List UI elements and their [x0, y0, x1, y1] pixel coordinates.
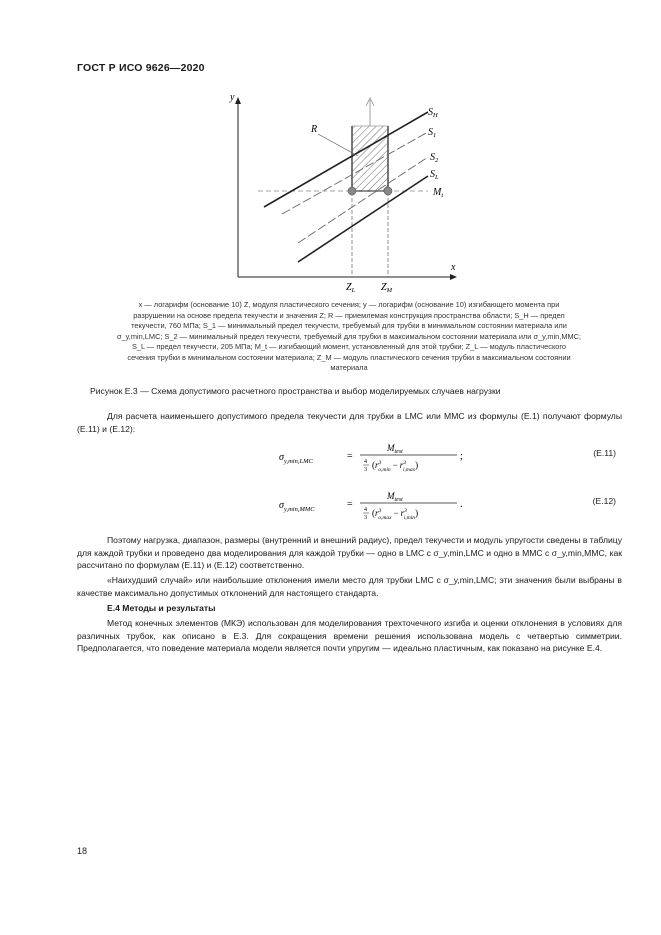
- formula-e11-body: [277, 440, 477, 474]
- marker-zm: [384, 187, 392, 195]
- paragraph: «Наихудший случай» или наибольшие отклонения имели место для трубки LMC с σ_y,min,LMC; эти значения были выбраны в качестве максимально допустимых отклонений для настоящего стандарта.: [77, 575, 622, 598]
- svg-text:3: 3: [364, 467, 367, 473]
- svg-text:=: =: [347, 451, 353, 462]
- axis-y-label: y: [230, 92, 235, 103]
- formula-number: (Е.11): [593, 448, 616, 458]
- region-r: [352, 126, 388, 191]
- svg-text:(r3o,max−r3i,min): ($r^3$ $o,\max - r^3$ i,min): [372, 508, 419, 521]
- x-axis-arrow: [450, 274, 457, 280]
- label-s2: $S_2$: [430, 152, 439, 164]
- paragraph: Для расчета наименьшего допустимого предела текучести для трубки в LMC или MMC из формулы (Е.1) получают формулы (Е.11) и (Е.12):: [77, 411, 622, 434]
- svg-text:4: 4: [364, 507, 367, 513]
- formula-number: (Е.12): [592, 496, 616, 506]
- section-title: Е.4 Методы и результаты: [107, 603, 216, 613]
- legend-line: материала: [330, 363, 368, 372]
- legend-line: разрушении на основе предела текучести и значения Z; R — приемлемая конструкция пространства области; S_H — предел: [133, 310, 565, 320]
- legend-line: σ_y,min,LMC; S_2 — минимальный предел текучести, требуемый для трубки в максимальном состоянии материала или σ_y,min,MMC;: [116, 331, 582, 341]
- design-space-figure: [0, 0, 661, 300]
- svg-text:.: .: [460, 499, 463, 510]
- formula-e12-body: [277, 488, 477, 522]
- formula-e11: [77, 440, 622, 474]
- svg-text:σy,min,LMC: $\sigma_{y,min,LMC}$: [279, 452, 313, 465]
- label-zl: $Z_L$: [346, 282, 356, 294]
- svg-text:(r3o,min−r3i,max): ($r^3$ $o,\min - r^3$ i,max): [372, 460, 419, 473]
- svg-text:Mtest: $M_{test}$: [387, 491, 403, 503]
- svg-text:3: 3: [364, 515, 367, 521]
- svg-text:Mtest: $M_{test}$: [387, 443, 403, 455]
- label-s1: $S_1$: [428, 127, 437, 139]
- y-axis-arrow: [235, 97, 241, 104]
- label-mt: $M_t$: [433, 187, 444, 199]
- svg-text:4: 4: [364, 459, 367, 465]
- label-r: R: [311, 124, 318, 135]
- figure-caption: Рисунок Е.3 — Схема допустимого расчетного пространства и выбор моделируемых случаев нагрузки: [90, 386, 501, 396]
- label-sl: $S_L$: [430, 169, 439, 181]
- label-zm: $Z_M$: [381, 282, 392, 294]
- document-header: ГОСТ Р ИСО 9626—2020: [77, 62, 205, 74]
- page-number: 18: [77, 846, 88, 856]
- formula-e12: [77, 488, 622, 522]
- svg-text:;: ;: [460, 451, 463, 462]
- legend-line: S_L — предел текучести, 205 МПа; M_t — изгибающий момент, установленный для этой трубки; Z_L — модуль пластического: [131, 342, 567, 351]
- paragraph: Поэтому нагрузка, диапазон, размеры (внутренний и внешний радиус), предел текучести и модуль упругости сведены в таблицу для каждой трубки и проведено два моделирования для каждой трубки — одно в LMC с σ_y,min,LMC и одно в MMC с σ_y,min,MMC, как рассчитано по формулам (Е.11) и (Е.12) соответственно.: [77, 535, 622, 571]
- legend-line: сечения трубки в минимальном состоянии материала; Z_M — модуль пластического сечения трубки в максимальном состоянии: [127, 352, 571, 362]
- svg-text:σy,min,MMC: $\sigma_{y,min,MMC}$: [279, 500, 315, 513]
- figure-legend: [84, 300, 614, 374]
- legend-line: текучести, 760 МПа; S_1 — минимальный предел текучести, требуемый для трубки в минимальном состоянии материала или: [131, 321, 567, 330]
- marker-zl: [348, 187, 356, 195]
- axis-x-label: x: [451, 262, 456, 273]
- svg-text:=: =: [347, 499, 353, 510]
- legend-line: x — логарифм (основание 10) Z, модуля пластического сечения; y — логарифм (основание 10) изгибающего момента при: [138, 300, 560, 309]
- label-sh: $S_H$: [428, 107, 438, 119]
- paragraph: Метод конечных элементов (МКЭ) использован для моделирования трехточечного изгиба и оценки отклонения в условиях для различных трубок, как описано в Е.3. Для сокращения времени решения использована модель с четвертью симметрии. Предполагается, что поведение материала модели является почти упругим — идеально пластичным, как показано на рисунке Е.4.: [77, 618, 622, 654]
